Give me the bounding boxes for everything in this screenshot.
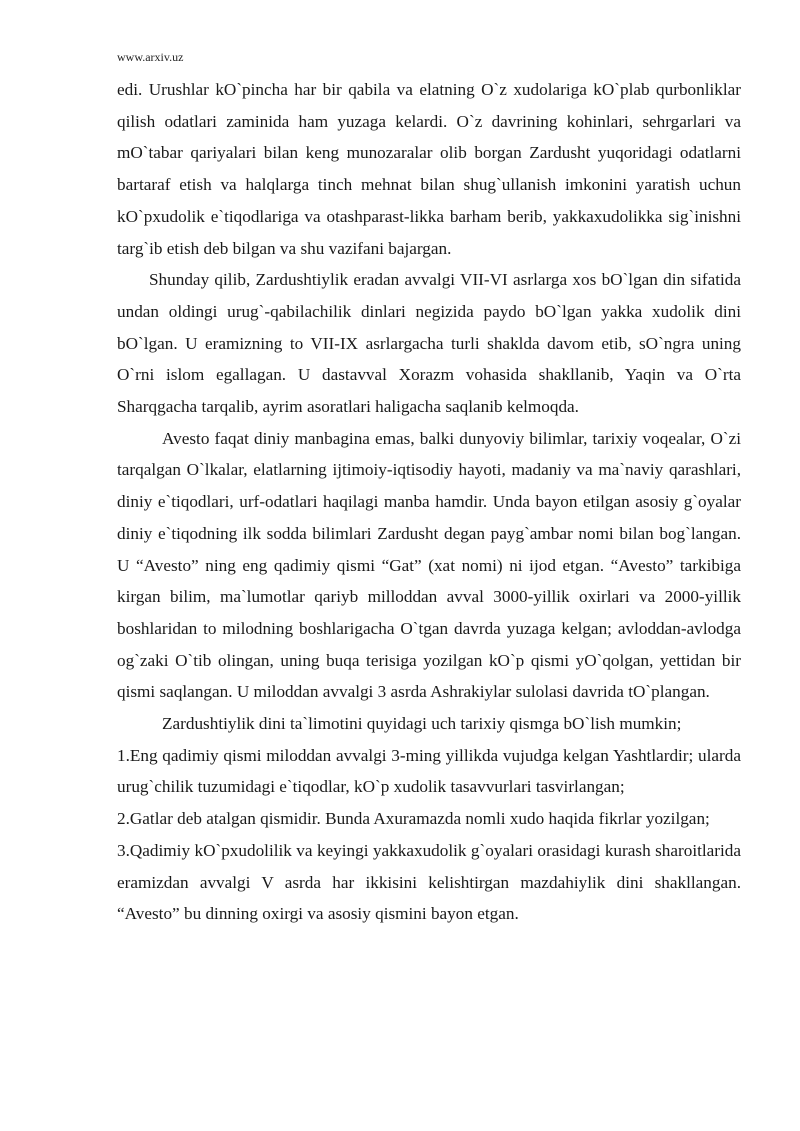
document-body xyxy=(117,74,741,930)
list-item: 3.Qadimiy kO`pxudolilik va keyingi yakkaxudolik g`oyalari orasidagi kurash sharoitlarida eramizdan avvalgi V asrda har ikkisini kelishtirgan mazdahiylik dini shakllangan. “Avesto” bu dinning oxirgi va asosiy qismini bayon etgan. xyxy=(117,840,741,924)
list-item: 1.Eng qadimiy qismi miloddan avvalgi 3-ming yillikda vujudga kelgan Yashtlardir; ularda urug`chilik tuzumidagi e`tiqodlar, kO`p xudolik tasavvurlari tasvirlangan; xyxy=(117,745,741,797)
paragraph-continuation: edi. Urushlar kO`pincha har bir qabila va elatning O`z xudolariga kO`plab qurbonliklar qilish odatlari zaminida ham yuzaga kelardi. O`z davrining kohinlari, sehrgarlari va mO`tabar qariyalari bilan keng munozaralar olib borgan Zardusht yuqoridagi odatlarni bartaraf etish va halqlarga tinch mehnat bilan shug`ullanish imkonini yaratish uchun kO`pxudolik e`tiqodlariga va otashparast-likka barham berib, yakkaxudolikka sig`inishni targ`ib etish deb bilgan va shu vazifani bajargan. xyxy=(117,80,741,258)
paragraph-avesto-source: Avesto faqat diniy manbagina emas, balki dunyoviy bilimlar, tarixiy voqealar, O`zi tarqalgan O`lkalar, elatlarning ijtimoiy-iqtisodiy hayoti, madaniy va ma`naviy qarashlari, diniy e`tiqodlari, urf-odatlari haqilagi manba hamdir. Unda bayon etilgan asosiy g`oyalar diniy e`tiqodning ilk sodda bilimlari Zardusht degan payg`ambar nomi bilan bog`langan. U “Avesto” ning eng qadimiy qismi “Gat” (xat nomi) ni ijod etgan. “Avesto” tarkibiga kirgan bilim, ma`lumotlar qariyb milloddan avval 3000-yillik oxirlari va 2000-yillik boshlaridan to milodning boshlarigacha O`tgan davrda yuzaga kelgan; avloddan-avlodga og`zaki O`tib olingan, uning buqa terisiga yozilgan kO`p qismi yO`qolgan, yettidan bir qismi saqlangan. U miloddan avvalgi 3 asrda Ashrakiylar sulolasi davrida tO`plangan. xyxy=(117,428,741,702)
list-item: 2.Gatlar deb atalgan qismidir. Bunda Axuramazda nomli xudo haqida fikrlar yozilgan; xyxy=(117,809,710,829)
paragraph-zoroastrianism-summary: Shunday qilib, Zardushtiylik eradan avvalgi VII-VI asrlarga xos bO`lgan din sifatida undan oldingi urug`-qabilachilik dinlari negizida paydo bO`lgan yakka xudolik dini bO`lgan. U eramizning to VII-IX asrlargacha turli shaklda davom etib, sO`ngra uning O`rni islom egallagan. U dastavval Xorazm vohasida shakllanib, Yaqin va O`rta Sharqgacha tarqalib, ayrim asoratlari haligacha saqlanib kelmoqda. xyxy=(117,270,741,417)
site-url-header: www.arxiv.uz xyxy=(117,50,184,64)
paragraph-list-intro: Zardushtiylik dini ta`limotini quyidagi uch tarixiy qismga bO`lish mumkin; xyxy=(162,714,682,734)
